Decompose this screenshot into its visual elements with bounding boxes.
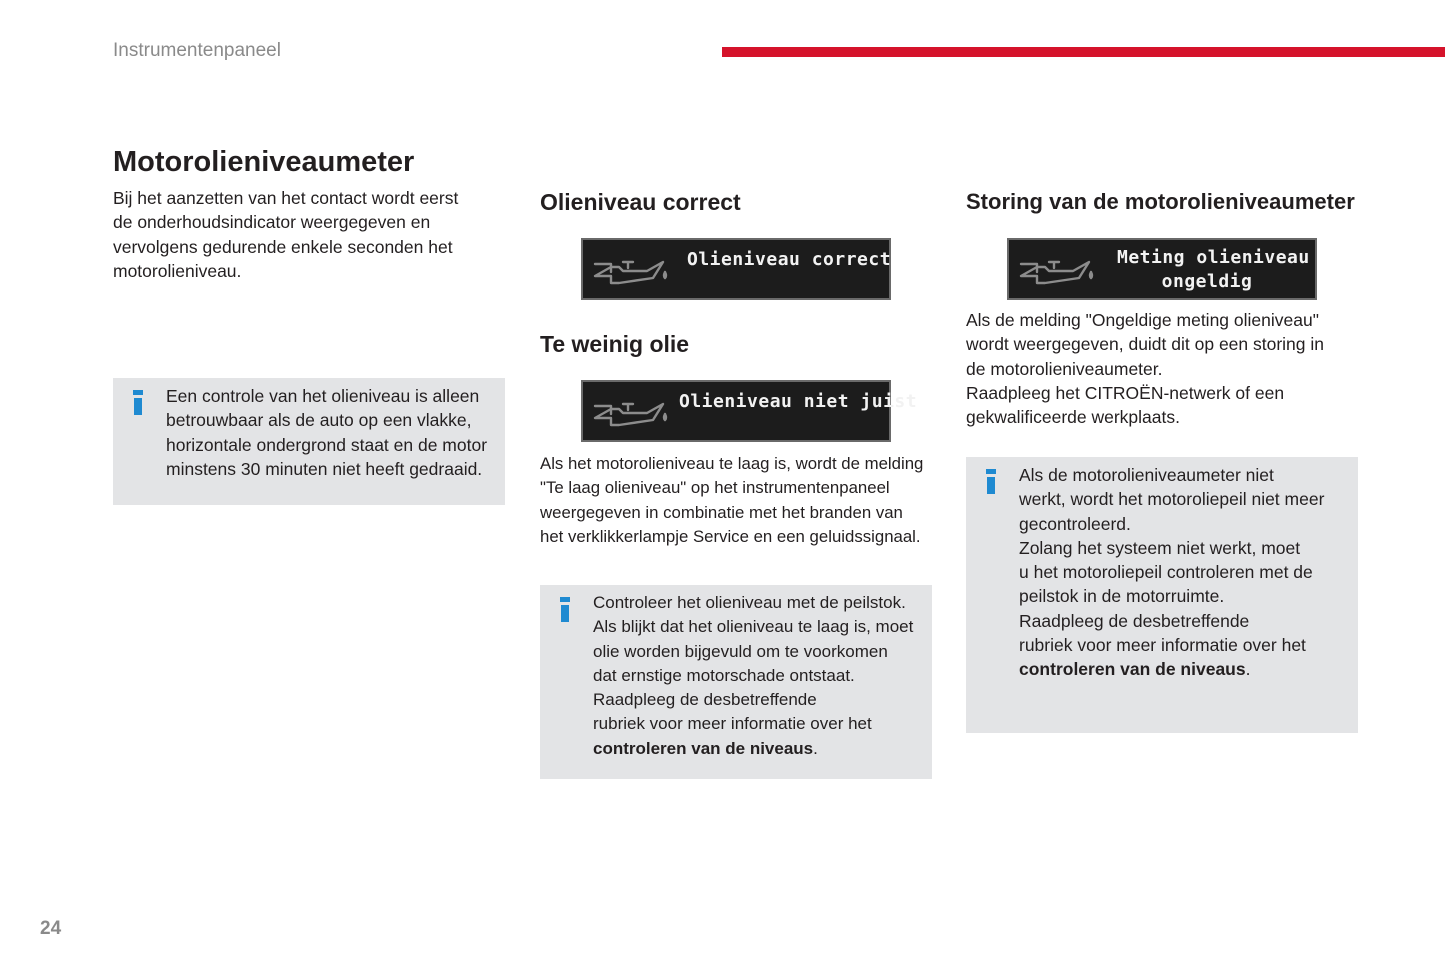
low-oil-text <box>540 452 940 549</box>
text-line: Raadpleeg de desbetreffende <box>593 690 817 710</box>
text-line: rubriek voor meer informatie over het <box>593 714 872 734</box>
display-line: ongeldig <box>1161 271 1253 292</box>
page-title: Motorolieniveaumeter <box>113 146 415 178</box>
info-icon <box>560 597 570 623</box>
display-message: Olieniveau correct <box>687 249 892 270</box>
display-line: Meting olieniveau <box>1117 247 1310 268</box>
section-heading-correct: Olieniveau correct <box>540 189 741 215</box>
page-number: 24 <box>40 918 62 939</box>
text-line: betrouwbaar als de auto op een vlakke, <box>166 410 472 431</box>
text-line: minstens 30 minuten niet heeft gedraaid. <box>166 458 483 479</box>
info-icon <box>986 469 996 495</box>
bold-reference: controleren van de niveaus <box>1019 659 1246 680</box>
info-text <box>166 384 502 481</box>
text-line: gecontroleerd. <box>1019 513 1131 534</box>
info-box <box>966 457 1358 733</box>
text-line: Een controle van het olieniveau is alleen <box>166 386 480 406</box>
bold-reference: controleren van de niveaus <box>593 738 814 758</box>
text-line: wordt weergegeven, duidt dit op een storing in <box>966 334 1325 355</box>
info-box <box>113 378 505 505</box>
text-line: horizontale ondergrond staat en de motor <box>166 434 488 455</box>
text-line: Raadpleeg het CITROËN-netwerk of een <box>966 382 1285 403</box>
text-line: Zolang het systeem niet werkt, moet <box>1019 537 1301 558</box>
text-line: de motorolieniveaumeter. <box>966 358 1163 379</box>
text-line: Als de motorolieniveaumeter niet <box>1019 465 1274 485</box>
section-name: Instrumentenpaneel <box>113 40 281 61</box>
text-line: rubriek voor meer informatie over het <box>1019 635 1306 656</box>
text-line: controleren van de niveaus. <box>593 738 818 758</box>
text-line: Als de melding "Ongeldige meting olieniveau" <box>966 310 1319 330</box>
text-line: controleren van de niveaus. <box>1019 659 1251 680</box>
fault-text <box>966 308 1366 429</box>
text-line: Controleer het olieniveau met de peilstok. <box>593 593 906 612</box>
section-heading-fault: Storing van de motorolieniveaumeter <box>966 189 1355 214</box>
text-line: Als het motorolieniveau te laag is, wordt de melding <box>540 454 924 473</box>
display-oil-correct <box>581 238 891 300</box>
text-line: olie worden bijgevuld om te voorkomen <box>593 641 888 661</box>
info-text <box>593 591 929 761</box>
text-line: Als blijkt dat het olieniveau te laag is, moet <box>593 617 914 637</box>
intro-text <box>113 186 513 283</box>
text-line: dat ernstige motorschade ontstaat. <box>593 665 855 685</box>
header-accent-bar <box>722 47 1445 57</box>
oil-can-icon <box>589 392 669 432</box>
text-line: gekwalificeerde werkplaats. <box>966 407 1180 428</box>
text-line: de onderhoudsindicator weergegeven en <box>113 212 431 233</box>
text-line: werkt, wordt het motoroliepeil niet meer <box>1019 489 1325 510</box>
text-line: motorolieniveau. <box>113 260 242 281</box>
display-message: Olieniveau niet juist <box>679 391 918 412</box>
info-box <box>540 585 932 779</box>
text-line: u het motoroliepeil controleren met de <box>1019 562 1313 583</box>
text-line: "Te laag olieniveau" op het instrumentenpaneel <box>540 478 890 498</box>
text-line: weergegeven in combinatie met het branden van <box>540 502 903 522</box>
info-text <box>1019 463 1355 682</box>
text-line: peilstok in de motorruimte. <box>1019 586 1225 607</box>
text-line: het verklikkerlampje Service en een geluidssignaal. <box>540 526 921 546</box>
display-oil-low <box>581 380 918 442</box>
display-invalid-measurement <box>1007 238 1317 300</box>
info-icon <box>133 390 143 416</box>
text-line: Raadpleeg de desbetreffende <box>1019 610 1250 631</box>
text-line: vervolgens gedurende enkele seconden het <box>113 236 453 257</box>
display-message <box>1117 246 1310 294</box>
text-line: Bij het aanzetten van het contact wordt eerst <box>113 188 459 208</box>
oil-can-icon <box>589 250 669 290</box>
oil-can-icon <box>1015 250 1095 290</box>
section-heading-low: Te weinig olie <box>540 331 690 357</box>
